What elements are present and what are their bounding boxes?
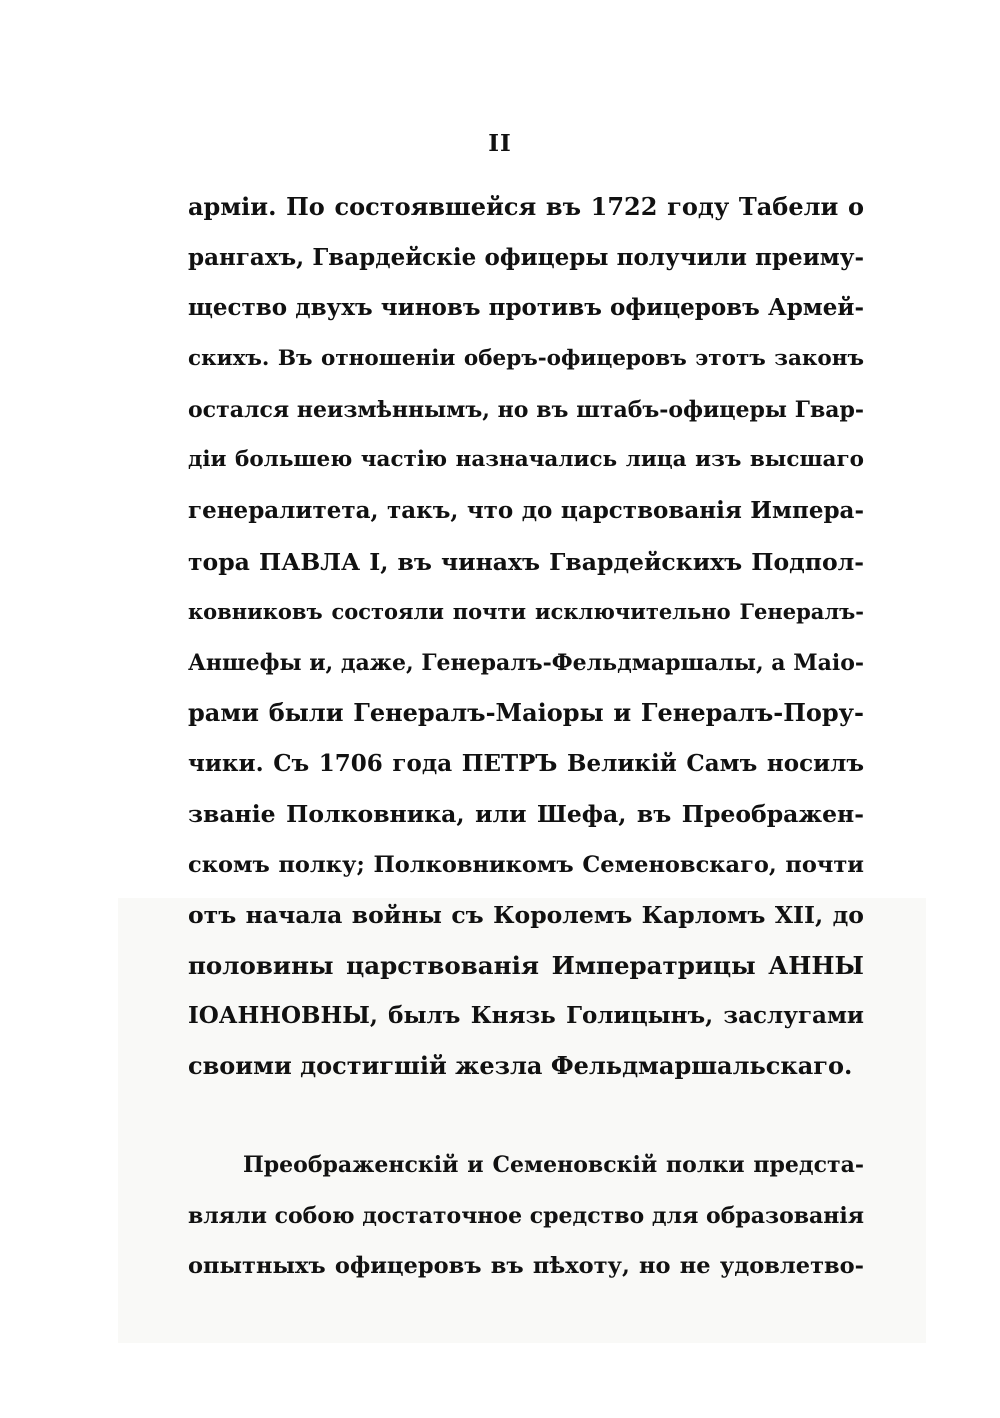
text-line: генералитета, такъ, что до царствованія Импера-: [188, 497, 864, 524]
text-line: половины царствованія Императрицы АННЫ: [188, 951, 864, 980]
text-line: щество двухъ чиновъ противъ офицеровъ Армей-: [188, 294, 864, 321]
text-line: ковниковъ состояли почти исключительно Генералъ-: [188, 599, 864, 624]
text-line: вляли собою достаточное средство для образованія: [188, 1203, 864, 1229]
text-line: Преображенскій и Семеновскій полки предста-: [243, 1152, 864, 1178]
text-line: остался неизмѣннымъ, но въ штабъ-офицеры Гвар-: [188, 397, 864, 423]
text-line: опытныхъ офицеровъ въ пѣхоту, но не удовлетво-: [188, 1253, 864, 1279]
text-line: рангахъ, Гвардейскіе офицеры получили преиму-: [188, 244, 864, 271]
text-line: отъ начала войны съ Королемъ Карломъ XII, до: [188, 901, 864, 929]
text-line: званіе Полковника, или Шефа, въ Преображен-: [188, 800, 864, 828]
text-line: рами были Генералъ-Маіоры и Генералъ-Пору-: [188, 698, 864, 727]
page-number: II: [488, 130, 512, 157]
text-line: своими достигшій жезла Фельдмаршальскаго.: [188, 1051, 853, 1080]
text-line: діи большею частію назначались лица изъ высшаго: [188, 447, 864, 472]
text-line: ІОАННОВНЫ, былъ Князь Голицынъ, заслугами: [188, 1002, 864, 1029]
text-line: Аншефы и, даже, Генералъ-Фельдмаршалы, а Маіо-: [188, 650, 864, 676]
text-line: арміи. По состоявшейся въ 1722 году Табели о: [188, 192, 864, 221]
text-line: чики. Съ 1706 года ПЕТРЪ Великій Самъ носилъ: [188, 750, 864, 777]
text-line: тора ПАВЛА I, въ чинахъ Гвардейскихъ Подпол-: [188, 548, 864, 576]
text-line: скихъ. Въ отношеніи оберъ-офицеровъ этотъ законъ: [188, 346, 864, 371]
text-line: скомъ полку; Полковникомъ Семеновскаго, почти: [188, 852, 864, 878]
